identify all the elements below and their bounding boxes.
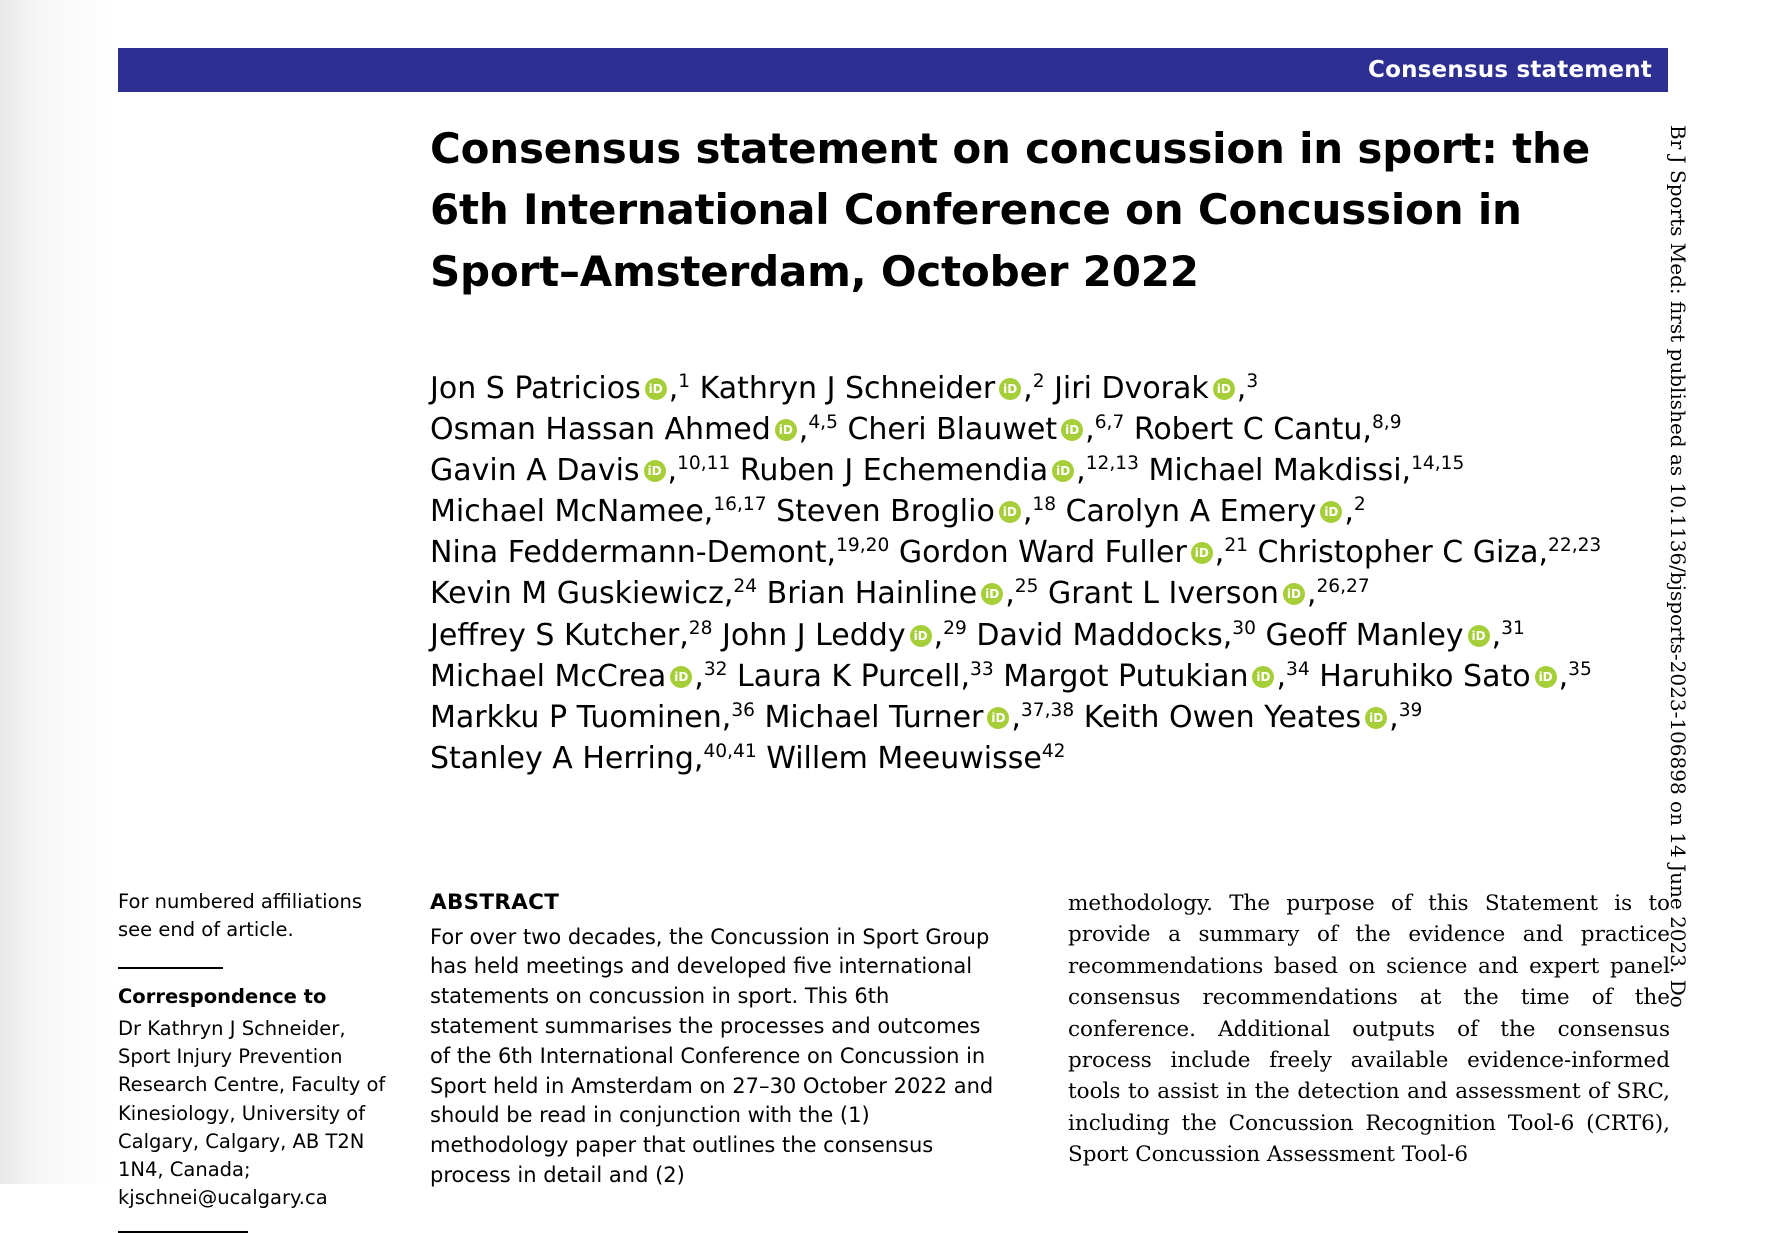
orcid-icon[interactable] bbox=[981, 583, 1003, 605]
orcid-icon[interactable] bbox=[999, 501, 1021, 523]
abstract-heading: ABSTRACT bbox=[430, 890, 560, 915]
author-line: Gavin A Davis iD ,$^{10,11}$ Ruben J Echemendia iD ,$^{12,13}$ Michael Makdissi,$^{14,15}$ bbox=[430, 450, 1680, 491]
orcid-icon[interactable] bbox=[1283, 583, 1305, 605]
left-column-notes bbox=[118, 888, 390, 1233]
orcid-icon[interactable] bbox=[910, 625, 932, 647]
affiliation-note: For numbered affiliations see end of article. bbox=[118, 890, 363, 942]
page-edge-shadow bbox=[0, 0, 118, 1184]
abstract-text-left: For over two decades, the Concussion in Sport Group has held meetings and developed five international statements on concussion in sport. This 6th statement summarises the processes and outcomes of the 6th International Conference on Concussion in Sport held in Amsterdam on 27–30 October 2022 and should be read in conjunction with the (1) methodology paper that outlines the consensus process in detail and (2) bbox=[430, 924, 994, 1188]
author-line: Osman Hassan Ahmed iD ,$^{4,5}$ Cheri Blauwet iD ,$^{6,7}$ Robert C Cantu,$^{8,9}$ bbox=[430, 409, 1680, 450]
side-citation-text: Br J Sports Med: first published as 10.1136/bjsports-2023-106898 on 14 June 2023. Do bbox=[1666, 125, 1690, 1008]
orcid-icon[interactable] bbox=[1252, 666, 1274, 688]
abstract-column-right: methodology. The purpose of this Statement is to provide a summary of the evidence and practice recommendations based on science and expert panel consensus recommendations at the time of the conference. Additional outputs of the consensus process include freely available evidence-informed tools to assist in the detection and assessment of SRC, including the Concussion Recognition Tool-6 (CRT6), Sport Concussion Assessment Tool-6 bbox=[1068, 891, 1670, 1167]
author-line: Nina Feddermann-Demont,$^{19,20}$ Gordon Ward Fuller iD ,$^{21}$ Christopher C Giza,$^{22,23}$ bbox=[430, 532, 1680, 573]
author-line: Markku P Tuominen,$^{36}$ Michael Turner iD ,$^{37,38}$ Keith Owen Yeates iD ,$^{39}$ bbox=[430, 697, 1680, 738]
orcid-icon[interactable] bbox=[1191, 542, 1213, 564]
banner-label: Consensus statement bbox=[1367, 57, 1652, 83]
divider bbox=[118, 967, 223, 969]
orcid-icon[interactable] bbox=[1061, 419, 1083, 441]
orcid-icon[interactable] bbox=[644, 460, 666, 482]
author-list bbox=[430, 368, 1680, 779]
orcid-icon[interactable] bbox=[1320, 501, 1342, 523]
orcid-icon[interactable] bbox=[1052, 460, 1074, 482]
abstract-column-left bbox=[430, 888, 995, 1191]
author-line: Stanley A Herring,$^{40,41}$ Willem Meeuwisse$^{42}$ bbox=[430, 740, 1066, 776]
orcid-icon[interactable] bbox=[1468, 625, 1490, 647]
author-line: Michael McNamee,$^{16,17}$ Steven Broglio iD ,$^{18}$ Carolyn A Emery iD ,$^2$ bbox=[430, 491, 1680, 532]
orcid-icon[interactable] bbox=[987, 707, 1009, 729]
author-line: Kevin M Guskiewicz,$^{24}$ Brian Hainline iD ,$^{25}$ Grant L Iverson iD ,$^{26,27}$ bbox=[430, 573, 1680, 614]
orcid-icon[interactable] bbox=[645, 378, 667, 400]
divider-bottom bbox=[118, 1231, 248, 1233]
author-line: Jeffrey S Kutcher,$^{28}$ John J Leddy iD ,$^{29}$ David Maddocks,$^{30}$ Geoff Manley iD ,$^{31}$ bbox=[430, 615, 1680, 656]
page-title: Consensus statement on concussion in sport: the 6th International Conference on Concussion in Sport–Amsterdam, October 2022 bbox=[430, 124, 1591, 296]
page-left-gutter bbox=[0, 0, 118, 1184]
orcid-icon[interactable] bbox=[1365, 707, 1387, 729]
orcid-icon[interactable] bbox=[1213, 378, 1235, 400]
correspondence-body: Dr Kathryn J Schneider, Sport Injury Prevention Research Centre, Faculty of Kinesiology, University of Calgary, Calgary, AB T2N 1N4, Canada; kjschnei@ucalgary.ca bbox=[118, 1016, 386, 1210]
consensus-statement-banner bbox=[118, 48, 1668, 92]
orcid-icon[interactable] bbox=[999, 378, 1021, 400]
author-line: Michael McCrea iD ,$^{32}$ Laura K Purcell,$^{33}$ Margot Putukian iD ,$^{34}$ Haruhiko Sato iD ,$^{35}$ bbox=[430, 656, 1680, 697]
author-line: Jon S Patricios iD ,$^1$ Kathryn J Schneider iD ,$^2$ Jiri Dvorak iD ,$^3$ bbox=[430, 368, 1680, 409]
orcid-icon[interactable] bbox=[670, 666, 692, 688]
orcid-icon[interactable] bbox=[1535, 666, 1557, 688]
orcid-icon[interactable] bbox=[775, 419, 797, 441]
correspondence-heading: Correspondence to bbox=[118, 984, 327, 1008]
